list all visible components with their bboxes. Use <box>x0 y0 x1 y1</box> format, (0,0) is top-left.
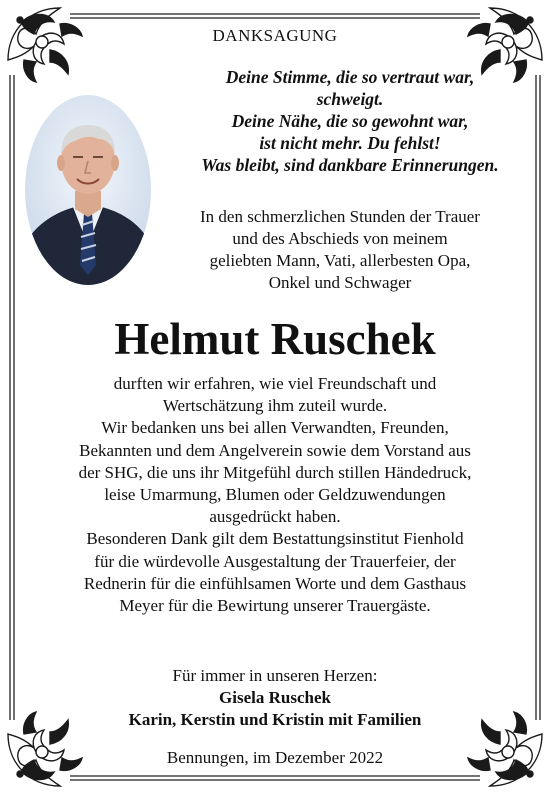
page-title: DANKSAGUNG <box>212 26 338 45</box>
body-text <box>10 373 540 617</box>
closing-block <box>0 665 550 731</box>
body-line: für die würdevolle Ausgestaltung der Trauerfeier, der <box>94 551 456 571</box>
body-line: Bekannten und dem Angelverein sowie dem Vorstand aus <box>79 440 471 460</box>
poem-line: Was bleibt, sind dankbare Erinnerungen. <box>201 155 499 175</box>
poem-line: schweigt. <box>316 89 384 109</box>
body-line: Wertschätzung ihm zuteil wurde. <box>162 396 388 416</box>
body-line: Wir bedanken uns bei allen Verwandten, Freunden, <box>101 418 449 438</box>
intro-line: In den schmerzlichen Stunden der Trauer <box>200 207 480 226</box>
body-line: Meyer für die Bewirtung unserer Trauergäste. <box>119 596 431 616</box>
poem-line: Deine Nähe, die so gewohnt war, <box>231 111 469 131</box>
deceased-name: Helmut Ruschek <box>114 314 436 364</box>
body-line: Rednerin für die einfühlsamen Worte und dem Gasthaus <box>83 573 467 593</box>
body-line: der SHG, die uns ihr Mitgefühl durch stillen Händedruck, <box>78 462 472 482</box>
signer-family: Karin, Kerstin und Kristin mit Familien <box>128 710 422 729</box>
intro-text <box>140 206 540 294</box>
closing-line: Für immer in unseren Herzen: <box>172 666 378 685</box>
place-date: Bennungen, im Dezember 2022 <box>166 748 384 767</box>
memorial-poem <box>150 66 550 176</box>
body-line: leise Umarmung, Blumen oder Geldzuwendungen <box>104 485 446 505</box>
portrait-photo <box>25 95 151 285</box>
corner-ornament-top-left <box>8 8 82 82</box>
signer-name: Gisela Ruschek <box>219 688 331 707</box>
body-line: ausgedrückt haben. <box>209 507 341 527</box>
body-line: Besonderen Dank gilt dem Bestattungsinstitut Fienhold <box>86 529 464 549</box>
intro-line: und des Abschieds von meinem <box>232 229 448 248</box>
intro-line: geliebten Mann, Vati, allerbesten Opa, <box>209 251 471 270</box>
intro-line: Onkel und Schwager <box>268 273 412 292</box>
poem-line: ist nicht mehr. Du fehlst! <box>259 133 441 153</box>
body-line: durften wir erfahren, wie viel Freundschaft und <box>113 374 437 393</box>
poem-line: Deine Stimme, die so vertraut war, <box>225 67 475 87</box>
